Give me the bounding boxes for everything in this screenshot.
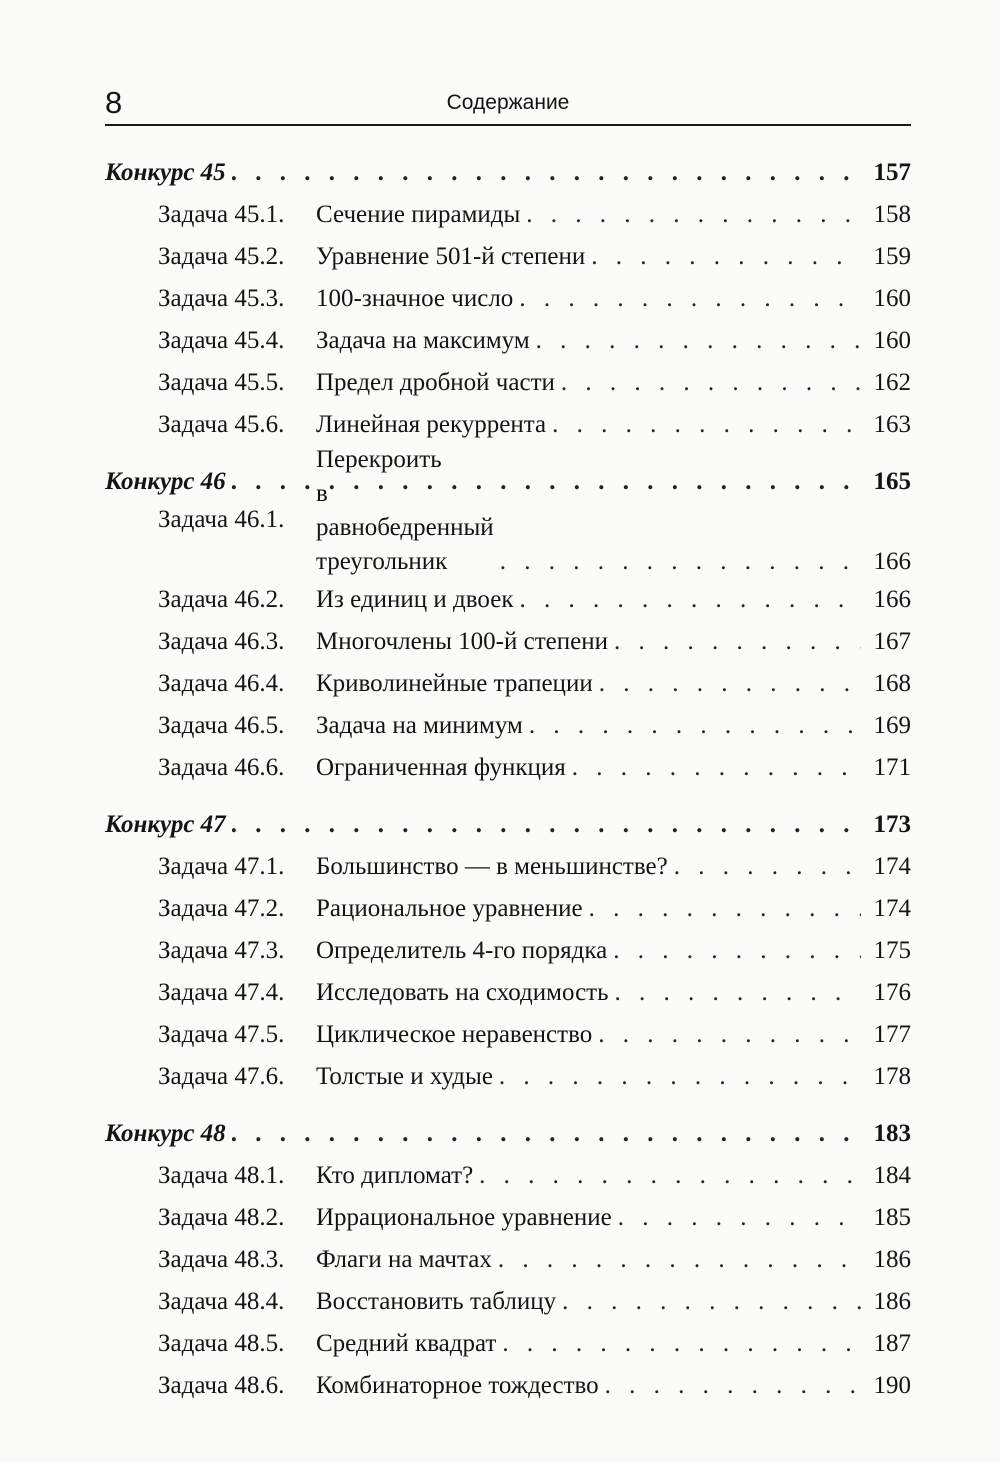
entry-page: 186 bbox=[873, 1288, 911, 1315]
entry-label: Задача 46.4. bbox=[158, 670, 285, 697]
entry-page: 184 bbox=[873, 1162, 911, 1189]
entry-page: 166 bbox=[873, 586, 911, 613]
entry-label: Задача 48.2. bbox=[158, 1204, 285, 1231]
entry-title: Криволинейные трапеции bbox=[316, 670, 593, 697]
entry-page: 171 bbox=[873, 754, 911, 781]
entry-label: Задача 47.5. bbox=[158, 1021, 285, 1048]
dot-leader bbox=[614, 621, 861, 663]
page-number: 8 bbox=[105, 85, 123, 120]
toc-entry[interactable] bbox=[105, 1365, 911, 1407]
section-title: Конкурс 48 bbox=[105, 1120, 226, 1147]
section-page: 165 bbox=[873, 468, 911, 495]
entry-page: 174 bbox=[873, 895, 911, 922]
entry-page: 166 bbox=[873, 548, 911, 575]
dot-leader bbox=[536, 320, 861, 362]
toc-entry[interactable] bbox=[105, 1155, 911, 1197]
toc-entry[interactable] bbox=[105, 278, 911, 320]
entry-page: 186 bbox=[873, 1246, 911, 1273]
dot-leader bbox=[599, 663, 861, 705]
toc-entry[interactable] bbox=[105, 663, 911, 705]
toc-entry[interactable] bbox=[105, 705, 911, 747]
entry-label: Задача 46.3. bbox=[158, 628, 285, 655]
dot-leader bbox=[618, 1197, 861, 1239]
section-title: Конкурс 46 bbox=[105, 468, 226, 495]
entry-title: Ограниченная функция bbox=[316, 754, 566, 781]
dot-leader bbox=[519, 579, 861, 621]
entry-title: Циклическое неравенство bbox=[316, 1021, 593, 1048]
dot-leader bbox=[500, 545, 861, 579]
entry-title: Большинство — в меньшинстве? bbox=[316, 853, 668, 880]
entry-label: Задача 45.3. bbox=[158, 285, 285, 312]
dot-leader bbox=[519, 278, 861, 320]
entry-title: Иррациональное уравнение bbox=[316, 1204, 612, 1231]
dot-leader bbox=[232, 152, 861, 194]
entry-label: Задача 48.3. bbox=[158, 1246, 285, 1273]
toc-entry[interactable] bbox=[105, 362, 911, 404]
entry-page: 162 bbox=[873, 369, 911, 396]
entry-title: Восстановить таблицу bbox=[316, 1288, 557, 1315]
entry-label: Задача 47.1. bbox=[158, 853, 285, 880]
entry-page: 176 bbox=[873, 979, 911, 1006]
entry-label: Задача 48.5. bbox=[158, 1330, 285, 1357]
dot-leader bbox=[562, 1281, 861, 1323]
dot-leader bbox=[598, 1014, 861, 1056]
toc-entry[interactable] bbox=[105, 236, 911, 278]
entry-title: Сечение пирамиды bbox=[316, 201, 521, 228]
toc-section[interactable] bbox=[105, 1113, 911, 1155]
dot-leader bbox=[232, 804, 861, 846]
entry-title: 100-значное число bbox=[316, 285, 514, 312]
entry-title: Рациональное уравнение bbox=[316, 895, 583, 922]
entry-title: Из единиц и двоек bbox=[316, 586, 514, 613]
entry-title: Определитель 4-го порядка bbox=[316, 937, 608, 964]
entry-page: 175 bbox=[873, 937, 911, 964]
section-page: 173 bbox=[873, 811, 911, 838]
toc-entry[interactable] bbox=[105, 888, 911, 930]
dot-leader bbox=[674, 846, 861, 888]
entry-label: Задача 47.3. bbox=[158, 937, 285, 964]
dot-leader bbox=[526, 194, 861, 236]
entry-title: Многочлены 100-й степени bbox=[316, 628, 608, 655]
entry-page: 159 bbox=[873, 243, 911, 270]
entry-title: Флаги на мачтах bbox=[316, 1246, 492, 1273]
entry-page: 187 bbox=[873, 1330, 911, 1357]
entry-label: Задача 45.5. bbox=[158, 369, 285, 396]
section-title: Конкурс 45 bbox=[105, 159, 226, 186]
entry-label: Задача 47.2. bbox=[158, 895, 285, 922]
dot-leader bbox=[232, 1113, 861, 1155]
section-page: 157 bbox=[873, 159, 911, 186]
entry-title: Средний квадрат bbox=[316, 1330, 497, 1357]
entry-page: 160 bbox=[873, 327, 911, 354]
dot-leader bbox=[591, 236, 861, 278]
entry-title: Толстые и худые bbox=[316, 1063, 493, 1090]
dot-leader bbox=[572, 747, 861, 789]
toc-entry[interactable] bbox=[105, 579, 911, 621]
toc-section[interactable] bbox=[105, 152, 911, 194]
toc-entry[interactable] bbox=[105, 1239, 911, 1281]
dot-leader bbox=[613, 930, 861, 972]
entry-label: Задача 47.6. bbox=[158, 1063, 285, 1090]
toc-entry[interactable] bbox=[105, 930, 911, 972]
entry-title: Исследовать на сходимость bbox=[316, 979, 609, 1006]
entry-page: 190 bbox=[873, 1372, 911, 1399]
dot-leader bbox=[498, 1239, 861, 1281]
entry-page: 167 bbox=[873, 628, 911, 655]
toc-entry[interactable] bbox=[105, 972, 911, 1014]
dot-leader bbox=[479, 1155, 861, 1197]
toc-section[interactable] bbox=[105, 804, 911, 846]
entry-page: 158 bbox=[873, 201, 911, 228]
dot-leader bbox=[529, 705, 861, 747]
dot-leader bbox=[552, 404, 861, 446]
entry-label: Задача 45.1. bbox=[158, 201, 285, 228]
toc-entry[interactable] bbox=[105, 404, 911, 446]
dot-leader bbox=[615, 972, 862, 1014]
dot-leader bbox=[502, 1323, 861, 1365]
entry-title: Линейная рекуррента bbox=[316, 411, 547, 438]
entry-label: Задача 46.2. bbox=[158, 586, 285, 613]
entry-title: Кто дипломат? bbox=[316, 1162, 474, 1189]
entry-page: 168 bbox=[873, 670, 911, 697]
entry-page: 178 bbox=[873, 1063, 911, 1090]
entry-label: Задача 48.4. bbox=[158, 1288, 285, 1315]
entry-page: 169 bbox=[873, 712, 911, 739]
entry-page: 177 bbox=[873, 1021, 911, 1048]
toc-entry[interactable] bbox=[105, 194, 911, 236]
entry-label: Задача 48.1. bbox=[158, 1162, 285, 1189]
entry-label: Задача 46.6. bbox=[158, 754, 285, 781]
entry-label: Задача 46.1. bbox=[158, 506, 285, 533]
toc-entry[interactable] bbox=[105, 846, 911, 888]
toc-entry[interactable] bbox=[105, 1056, 911, 1098]
toc-entry[interactable] bbox=[105, 320, 911, 362]
page-header bbox=[105, 84, 911, 126]
toc-section[interactable] bbox=[105, 461, 911, 503]
entry-label: Задача 45.4. bbox=[158, 327, 285, 354]
running-title: Содержание bbox=[446, 91, 570, 114]
toc-entry[interactable] bbox=[105, 1197, 911, 1239]
dot-leader bbox=[589, 888, 861, 930]
entry-title-line2: в равнобедренный треугольник bbox=[316, 480, 494, 575]
entry-label: Задача 48.6. bbox=[158, 1372, 285, 1399]
entry-label: Задача 45.6. bbox=[158, 411, 285, 438]
entry-label: Задача 46.5. bbox=[158, 712, 285, 739]
entry-title: Уравнение 501-й степени bbox=[316, 243, 586, 270]
entry-title: Комбинаторное тождество bbox=[316, 1372, 599, 1399]
entry-title: Перекроить bbox=[316, 446, 442, 473]
entry-page: 185 bbox=[873, 1204, 911, 1231]
toc-entry[interactable] bbox=[105, 1014, 911, 1056]
entry-page: 174 bbox=[873, 853, 911, 880]
entry-page: 163 bbox=[873, 411, 911, 438]
toc-entry[interactable] bbox=[105, 1323, 911, 1365]
toc-entry[interactable] bbox=[105, 747, 911, 789]
dot-leader bbox=[561, 362, 861, 404]
dot-leader bbox=[499, 1056, 861, 1098]
table-of-contents bbox=[105, 152, 911, 1407]
entry-label: Задача 45.2. bbox=[158, 243, 285, 270]
entry-title-two-line bbox=[316, 443, 494, 579]
entry-title: Задача на максимум bbox=[316, 327, 530, 354]
dot-leader bbox=[605, 1365, 861, 1407]
entry-title: Предел дробной части bbox=[316, 369, 555, 396]
entry-title: Задача на минимум bbox=[316, 712, 523, 739]
toc-entry[interactable] bbox=[105, 621, 911, 663]
section-title: Конкурс 47 bbox=[105, 811, 226, 838]
entry-page: 160 bbox=[873, 285, 911, 312]
toc-entry[interactable] bbox=[105, 1281, 911, 1323]
section-page: 183 bbox=[873, 1120, 911, 1147]
entry-label: Задача 47.4. bbox=[158, 979, 285, 1006]
